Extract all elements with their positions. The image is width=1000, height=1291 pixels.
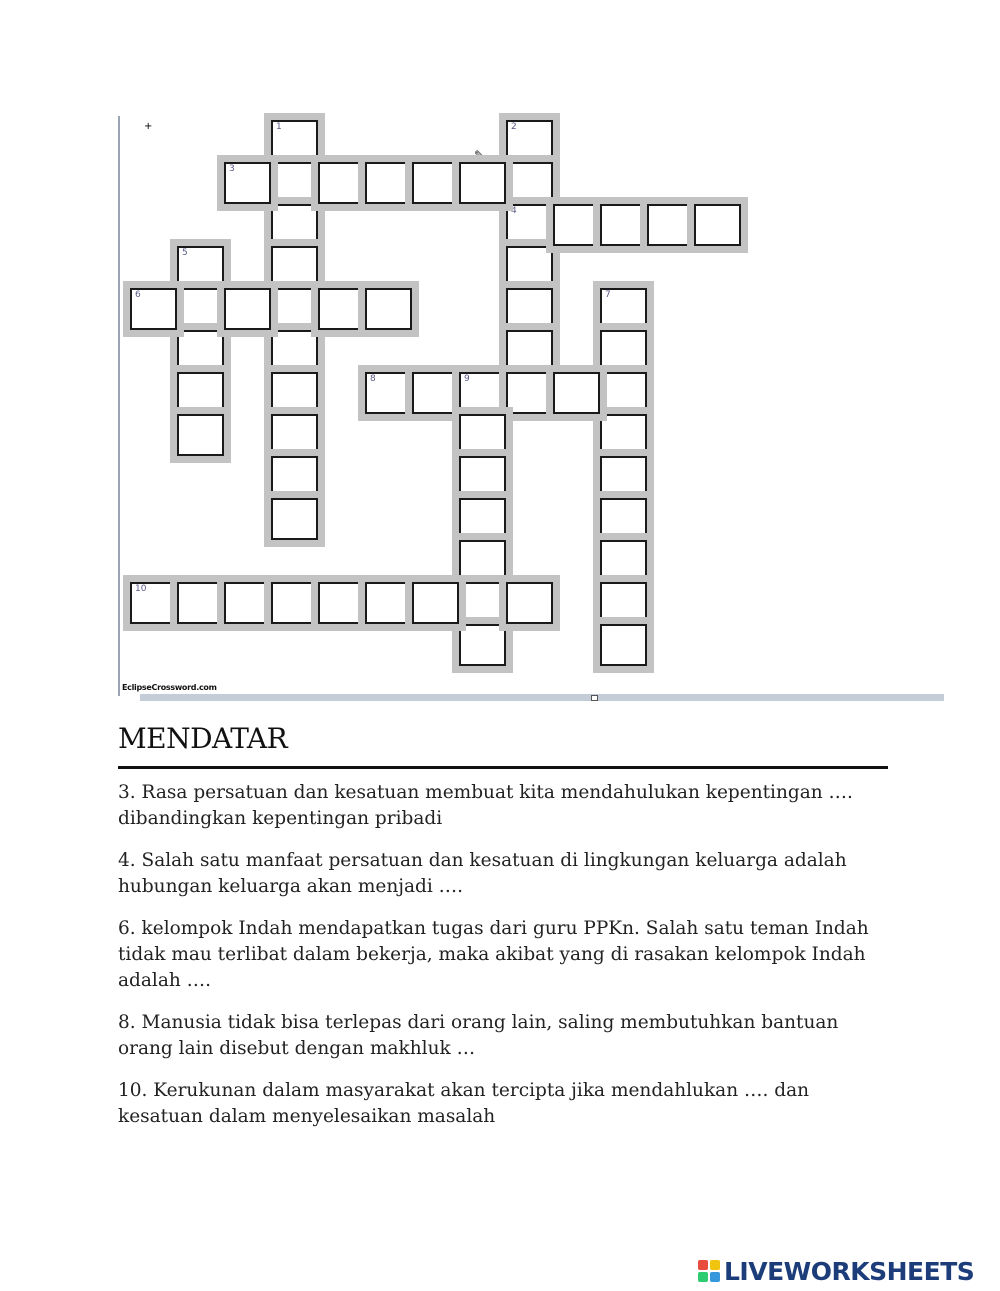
crossword-cell[interactable] <box>130 288 177 330</box>
crossword-cell[interactable] <box>271 204 318 246</box>
crossword-cell[interactable] <box>177 330 224 372</box>
clue-number: 10 <box>135 584 147 594</box>
brand-mark-icon <box>698 1260 720 1282</box>
crossword-cell[interactable] <box>365 372 412 414</box>
crossword-cell[interactable] <box>318 162 365 204</box>
section-title: MENDATAR <box>118 722 288 755</box>
crossword-cell[interactable] <box>600 288 647 330</box>
crossword-cell[interactable] <box>271 246 318 288</box>
plus-icon: + <box>144 121 153 132</box>
clue-number: 5 <box>182 248 188 258</box>
crossword-cell[interactable] <box>600 540 647 582</box>
brand-name: LIVEWORKSHEETS <box>724 1256 975 1286</box>
clue-number: 4 <box>511 206 517 216</box>
crossword-cell[interactable] <box>694 204 741 246</box>
crossword-cell[interactable] <box>177 582 224 624</box>
crossword-cell[interactable] <box>224 582 271 624</box>
crossword-cell[interactable] <box>271 414 318 456</box>
crossword-cell[interactable] <box>459 162 506 204</box>
crossword-cell[interactable] <box>318 288 365 330</box>
crossword-cell[interactable] <box>412 372 459 414</box>
title-divider <box>118 766 888 769</box>
clue-8: 8. Manusia tidak bisa terlepas dari orang lain, saling membutuhkan bantuan orang lain disebut dengan makhluk … <box>118 1012 839 1059</box>
crossword-cell[interactable] <box>224 288 271 330</box>
crossword-cell[interactable] <box>600 204 647 246</box>
crossword-cell[interactable] <box>271 456 318 498</box>
crossword-cell[interactable] <box>647 204 694 246</box>
crossword-cell[interactable] <box>459 456 506 498</box>
clue-4: 4. Salah satu manfaat persatuan dan kesatuan di lingkungan keluarga adalah hubungan keluarga akan menjadi …. <box>118 850 847 897</box>
crossword-cell[interactable] <box>177 288 224 330</box>
clue-10: 10. Kerukunan dalam masyarakat akan tercipta jika mendahlukan …. dan kesatuan dalam menyelesaikan masalah <box>118 1080 810 1127</box>
crossword-cell[interactable] <box>600 414 647 456</box>
crossword-cell[interactable] <box>130 582 177 624</box>
brand-square <box>710 1272 720 1282</box>
crossword-cell[interactable] <box>506 330 553 372</box>
clue-number: 1 <box>276 122 282 132</box>
crossword-cell[interactable] <box>271 120 318 162</box>
crossword-cell[interactable] <box>553 204 600 246</box>
crossword-cell[interactable] <box>459 498 506 540</box>
crossword-cell[interactable] <box>365 288 412 330</box>
brand-square <box>698 1260 708 1270</box>
grid-left-edge <box>118 116 120 696</box>
crossword-cell[interactable] <box>506 372 553 414</box>
clue-3: 3. Rasa persatuan dan kesatuan membuat kita mendahulukan kepentingan …. dibandingkan kepentingan pribadi <box>118 782 853 829</box>
crossword-cell[interactable] <box>600 624 647 666</box>
crossword-cell[interactable] <box>271 162 318 204</box>
clue-number: 3 <box>229 164 235 174</box>
crossword-cell[interactable] <box>600 330 647 372</box>
crossword-cell[interactable] <box>365 582 412 624</box>
brand-square <box>710 1260 720 1270</box>
crossword-cell[interactable] <box>459 582 506 624</box>
resize-handle[interactable] <box>591 695 598 701</box>
clue-number: 8 <box>370 374 376 384</box>
crossword-cell[interactable] <box>600 498 647 540</box>
crossword-cell[interactable] <box>506 120 553 162</box>
crossword-cell[interactable] <box>177 372 224 414</box>
grid-bottom-scrollbar[interactable] <box>140 694 944 701</box>
crossword-cell[interactable] <box>271 330 318 372</box>
crossword-cell[interactable] <box>600 372 647 414</box>
crossword-cell[interactable] <box>271 288 318 330</box>
clue-number: 9 <box>464 374 470 384</box>
crossword-cell[interactable] <box>224 162 271 204</box>
crossword-cell[interactable] <box>177 246 224 288</box>
crossword-cell[interactable] <box>553 372 600 414</box>
crossword-cell[interactable] <box>506 582 553 624</box>
brand-logo[interactable] <box>698 1257 974 1285</box>
crossword-cell[interactable] <box>600 582 647 624</box>
brand-square <box>698 1272 708 1282</box>
crossword-cell[interactable] <box>459 540 506 582</box>
crossword-cell[interactable] <box>506 246 553 288</box>
clue-number: 2 <box>511 122 517 132</box>
crossword-cell[interactable] <box>459 624 506 666</box>
crossword-cell[interactable] <box>365 162 412 204</box>
crossword-cell[interactable] <box>271 582 318 624</box>
crossword-cell[interactable] <box>177 414 224 456</box>
crossword-cell[interactable] <box>506 204 553 246</box>
clue-6: 6. kelompok Indah mendapatkan tugas dari guru PPKn. Salah satu teman Indah tidak mau terlibat dalam bekerja, maka akibat yang di rasakan kelompok Indah adalah …. <box>118 918 869 991</box>
grid-credit: EclipseCrossword.com <box>122 683 217 692</box>
crossword-cell[interactable] <box>600 456 647 498</box>
clue-number: 6 <box>135 290 141 300</box>
crossword-cell[interactable] <box>412 582 459 624</box>
crossword-cell[interactable] <box>459 414 506 456</box>
crossword-cell[interactable] <box>318 582 365 624</box>
clue-number: 7 <box>605 290 611 300</box>
crossword-cell[interactable] <box>506 288 553 330</box>
crossword-cell[interactable] <box>271 498 318 540</box>
crossword-cell[interactable] <box>459 372 506 414</box>
crossword-cell[interactable] <box>412 162 459 204</box>
crossword-cell[interactable] <box>506 162 553 204</box>
clue-list <box>118 780 898 1146</box>
crossword-cell[interactable] <box>271 372 318 414</box>
pencil-icon: ✎ <box>474 148 485 162</box>
